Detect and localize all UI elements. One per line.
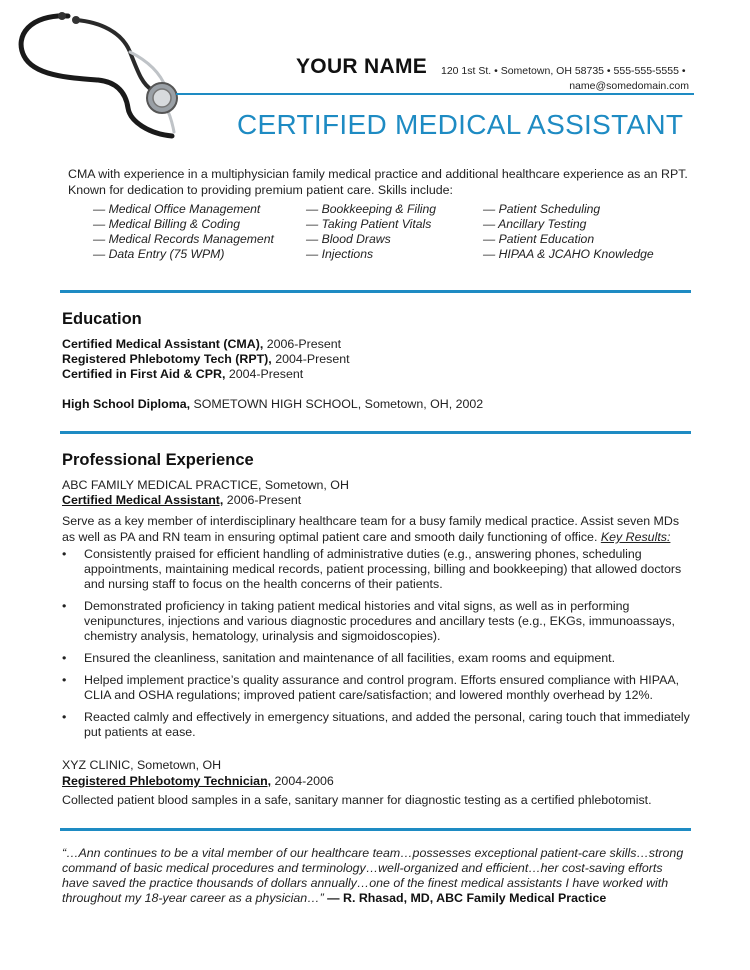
section-divider: [60, 431, 691, 434]
job-description: [62, 513, 692, 545]
summary-text: CMA with experience in a multiphysician family medical practice and additional healthcare experience as an RPT. Known for dedication to providing premium patient care. Skills include:: [68, 167, 688, 197]
list-item: [62, 710, 690, 740]
job-role: [62, 493, 301, 507]
credential: High School Diploma,: [62, 397, 191, 411]
credential: Certified in First Aid & CPR,: [62, 367, 226, 381]
header-divider: [176, 93, 694, 95]
list-item-text: Consistently praised for efficient handling of administrative duties (e.g., answering phones, scheduling appointments, maintaining medical records, patient processing, billing and bookkeeping) that allowed doctors and nursing staff to focus on the health concerns of their patients.: [84, 547, 682, 591]
testimonial-attribution: — R. Rhasad, MD, ABC Family Medical Practice: [327, 891, 607, 905]
list-item: [62, 547, 690, 592]
list-item-text: Helped implement practice’s quality assurance and control program. Efforts ensured compliance with HIPAA, CLIA and OSHA regulations; improved patient care/satisfaction; and lowered monthly overhead by 12%.: [84, 673, 680, 702]
stethoscope-icon: [10, 6, 210, 146]
skill-item: — Data Entry (75 WPM): [93, 247, 225, 261]
results-list: [62, 547, 690, 747]
role-dates: 2006-Present: [223, 493, 302, 507]
bullet-glyph: •: [62, 547, 67, 561]
skill-item: — Bookkeeping & Filing: [306, 202, 437, 216]
employer-name: XYZ CLINIC, Sometown, OH: [62, 758, 222, 772]
job-title: CERTIFIED MEDICAL ASSISTANT: [237, 109, 684, 140]
job-role: [62, 774, 334, 788]
list-item-text: Demonstrated proficiency in taking patient medical histories and vital signs, as well as in performing venipunctures, injections and various diagnostic procedures and ancillary tests (e.g., EKGs, immunoassays, chemistry analysis, hematology, urinalysis and sigmoidoscopies).: [84, 599, 675, 643]
credential-detail: SOMETOWN HIGH SCHOOL, Sometown, OH, 2002: [190, 397, 484, 411]
education-item: [62, 352, 350, 366]
list-item-text: Ensured the cleanliness, sanitation and maintenance of all facilities, exam rooms and equipment.: [84, 651, 616, 665]
contact-address: 120 1st St. • Sometown, OH 58735 • 555-555-5555 •: [441, 65, 686, 77]
section-divider: [60, 290, 691, 293]
credential-detail: 2004-Present: [271, 352, 350, 366]
testimonial-quote: “…Ann continues to be a vital member of our healthcare team…possesses exceptional patient-care skills…strong command of basic medical procedures and terminology…well-organized and efficient…her cost-saving efforts have saved the practice thousands of dollars annually…one of the finest medical assistants I have worked with throughout my 18-year career as a physician…”: [62, 846, 684, 905]
skill-item: — Taking Patient Vitals: [306, 217, 432, 231]
candidate-name: YOUR NAME: [296, 55, 428, 78]
role-dates: 2004-2006: [271, 774, 334, 788]
bullet-glyph: •: [62, 673, 67, 687]
skill-item: — Medical Records Management: [93, 232, 274, 246]
bullet-glyph: •: [62, 599, 67, 613]
key-results-colon: :: [666, 530, 671, 544]
testimonial: [62, 846, 692, 906]
education-heading: Education: [62, 310, 142, 328]
job-description: Collected patient blood samples in a safe, sanitary manner for diagnostic testing as a certified phlebotomist.: [62, 793, 652, 807]
skill-item: — Medical Billing & Coding: [93, 217, 240, 231]
list-item-text: Reacted calmly and effectively in emergency situations, and added the personal, caring touch that immediately put patients at ease.: [84, 710, 690, 739]
skills-column-1: [93, 202, 274, 262]
skills-column-2: [306, 202, 436, 262]
credential: Registered Phlebotomy Tech (RPT),: [62, 352, 272, 366]
role-title: Certified Medical Assistant,: [62, 493, 224, 507]
credential-detail: 2006-Present: [263, 337, 342, 351]
skill-item: — Patient Education: [483, 232, 595, 246]
contact-email: name@somedomain.com: [569, 80, 689, 92]
bullet-glyph: •: [62, 710, 67, 724]
role-title: Registered Phlebotomy Technician,: [62, 774, 272, 788]
list-item: [62, 599, 690, 644]
education-item: [62, 397, 483, 411]
credential: Certified Medical Assistant (CMA),: [62, 337, 264, 351]
skill-item: — Patient Scheduling: [483, 202, 601, 216]
description-text: Serve as a key member of interdisciplinary healthcare team for a busy family medical practice. Assist seven MDs as well as PA and RN team in ensuring optimal patient care and smooth daily functioning of office.: [62, 514, 680, 544]
skill-item: — Medical Office Management: [93, 202, 261, 216]
skills-column-3: [483, 202, 654, 262]
list-item: [62, 651, 690, 666]
education-item: [62, 337, 341, 351]
education-item: [62, 367, 303, 381]
bullet-glyph: •: [62, 651, 67, 665]
key-results-label: Key Results: [600, 530, 667, 544]
credential-detail: 2004-Present: [225, 367, 304, 381]
experience-heading: Professional Experience: [62, 451, 254, 469]
skill-item: — Ancillary Testing: [483, 217, 587, 231]
skill-item: — Injections: [306, 247, 374, 261]
list-item: [62, 673, 690, 703]
section-divider: [60, 828, 691, 831]
employer-name: ABC FAMILY MEDICAL PRACTICE, Sometown, OH: [62, 478, 349, 492]
skill-item: — HIPAA & JCAHO Knowledge: [483, 247, 654, 261]
skill-item: — Blood Draws: [306, 232, 391, 246]
